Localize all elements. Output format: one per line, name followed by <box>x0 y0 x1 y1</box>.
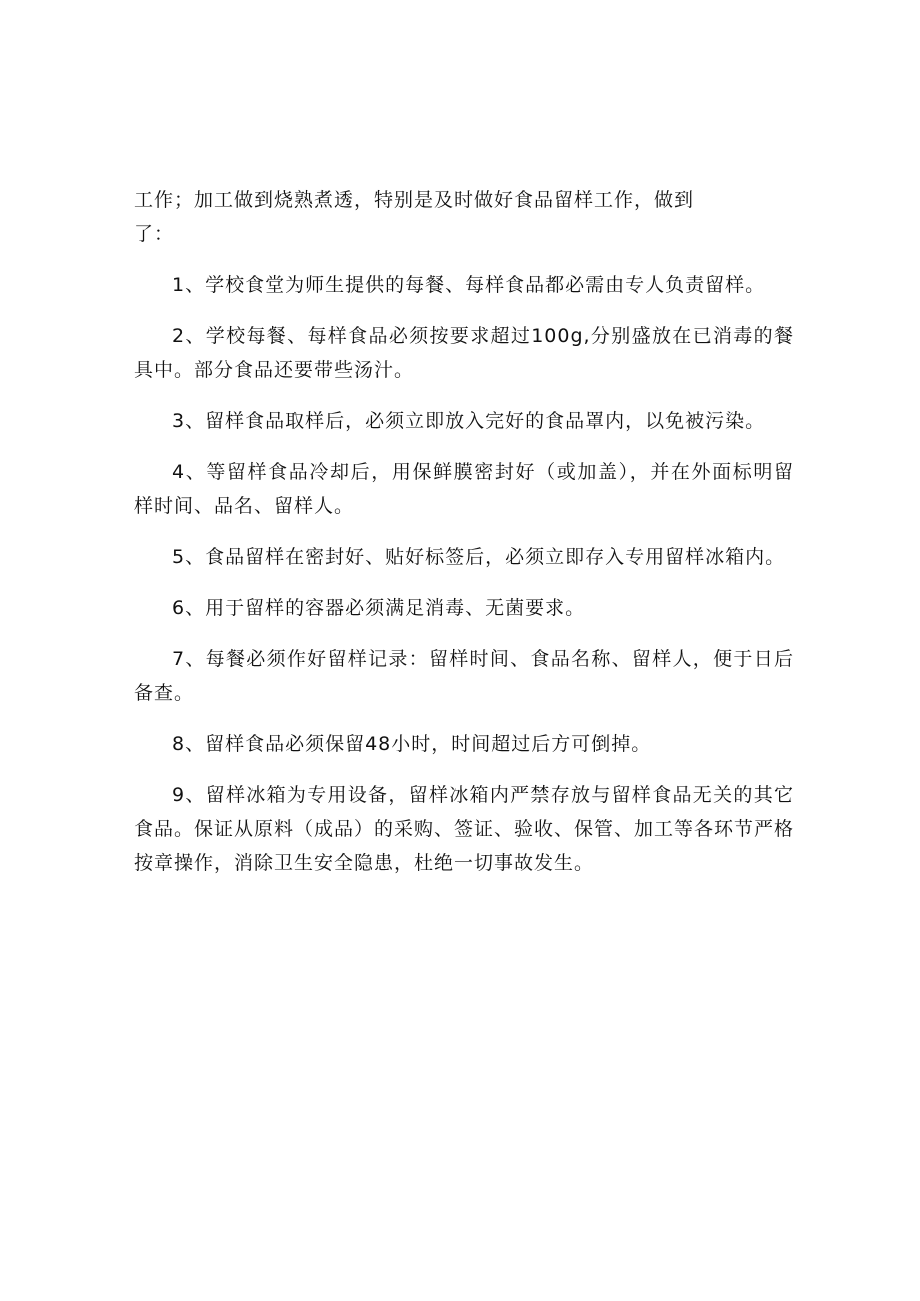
list-item-7: 7、每餐必须作好留样记录：留样时间、食品名称、留样人，便于日后备查。 <box>134 648 794 704</box>
list-item-1: 1、学校食堂为师生提供的每餐、每样食品都必需由专人负责留样。 <box>172 274 766 296</box>
list-item-6: 6、用于留样的容器必须满足消毒、无菌要求。 <box>172 597 586 619</box>
list-item-2: 2、学校每餐、每样食品必须按要求超过100g,分别盛放在已消毒的餐具中。部分食品还要带些汤汁。 <box>134 325 794 381</box>
list-item-4: 4、等留样食品冷却后，用保鲜膜密封好（或加盖），并在外面标明留样时间、品名、留样人。 <box>134 461 794 517</box>
list-item-5: 5、食品留样在密封好、贴好标签后，必须立即存入专用留样冰箱内。 <box>172 546 786 568</box>
list-item-3: 3、留样食品取样后，必须立即放入完好的食品罩内，以免被污染。 <box>172 410 766 432</box>
document-body <box>134 183 794 880</box>
list-item-8: 8、留样食品必须保留48小时，时间超过后方可倒掉。 <box>172 733 652 755</box>
list-item-9: 9、留样冰箱为专用设备，留样冰箱内严禁存放与留样食品无关的其它食品。保证从原料（成品）的采购、签证、验收、保管、加工等各环节严格按章操作，消除卫生安全隐患，杜绝一切事故发生。 <box>134 784 795 874</box>
intro-paragraph: 工作；加工做到烧熟煮透，特别是及时做好食品留样工作，做到了： <box>134 189 695 245</box>
